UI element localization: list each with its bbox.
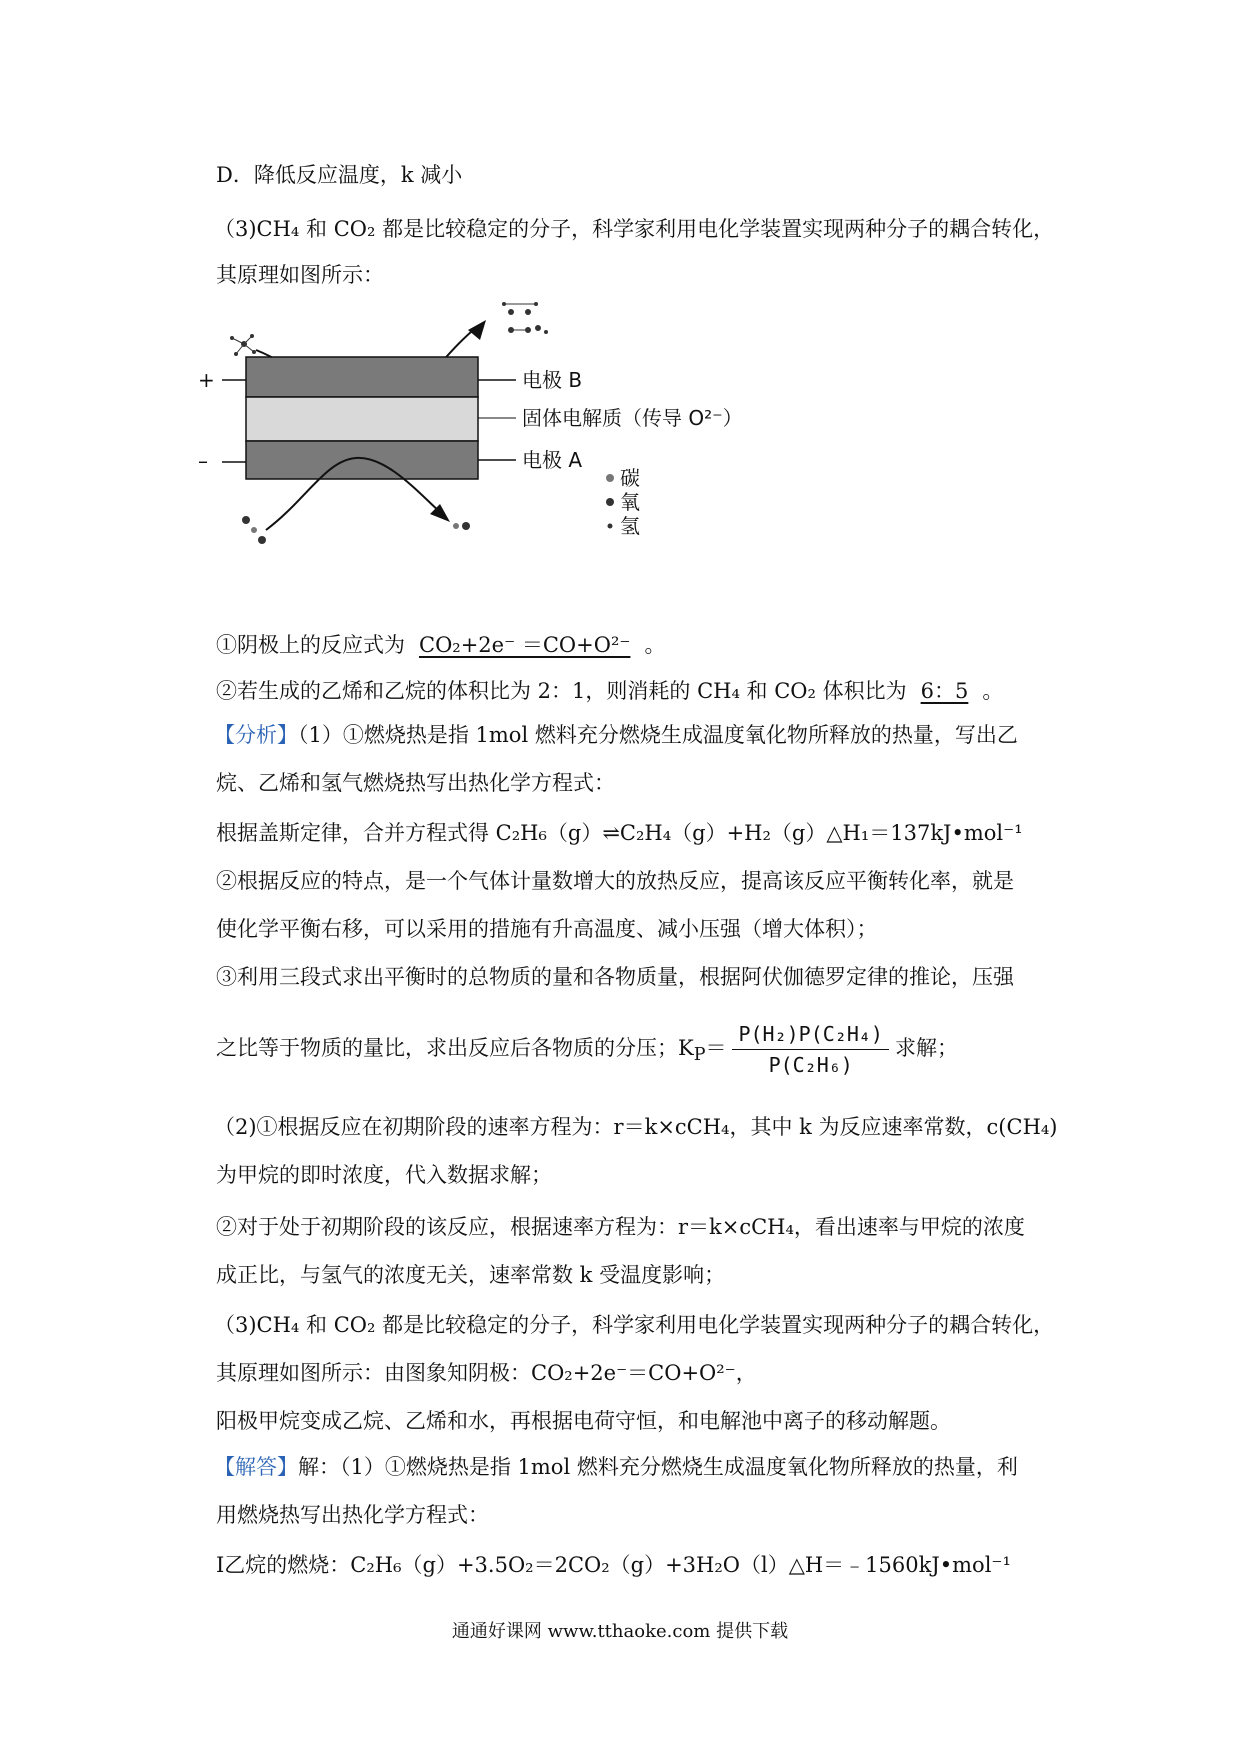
analysis-2-line-1: （2)①根据反应在初期阶段的速率方程为：r＝k×cCH₄，其中 k 为反应速率常数，c(CH₄) [214, 1115, 1058, 1139]
solution-line-2: 用燃烧热写出热化学方程式： [216, 1503, 489, 1527]
solution-line-3: Ⅰ乙烷的燃烧：C₂H₆（g）+3.5O₂＝2CO₂（g）+3H₂O（l）△H＝﹣1560kJ•mol⁻¹ [216, 1553, 1011, 1577]
question-3-line-1: （3)CH₄ 和 CO₂ 都是比较稳定的分子，科学家利用电化学装置实现两种分子的耦合转化， [214, 217, 1055, 241]
analysis-2-line-4: 成正比，与氢气的浓度无关，速率常数 k 受温度影响； [216, 1263, 726, 1287]
analysis-line-1 [214, 720, 1054, 750]
volume-ratio-line [216, 676, 1056, 706]
legend-carbon-label: 碳 [620, 466, 640, 490]
electrode-a-layer [246, 441, 478, 479]
legend-hydrogen-dot [608, 524, 613, 529]
kp-suffix: 求解； [894, 1036, 958, 1060]
cathode-reaction-line [216, 630, 1056, 660]
option-d: D．降低反应温度，k 减小 [216, 163, 463, 187]
methane-molecule-icon [230, 334, 256, 356]
analysis-3-line-3: 阳极甲烷变成乙烷、乙烯和水，再根据电荷守恒，和电解池中离子的移动解题。 [216, 1409, 951, 1433]
hess-law-line: 根据盖斯定律，合并方程式得 C₂H₆（g）⇌C₂H₄（g）+H₂（g）△H₁＝137kJ•mol⁻¹ [216, 821, 1023, 845]
electrode-b-label: 电极 B [522, 368, 583, 392]
electrode-a-label: 电极 A [522, 448, 583, 472]
legend-oxygen-label: 氧 [620, 490, 640, 514]
solution-text: 解：（1）①燃烧热是指 1mol 燃料充分燃烧生成温度氧化物所释放的热量，利 [298, 1455, 1018, 1479]
kp-numerator: P(H₂)P(C₂H₄) [732, 1021, 889, 1050]
analysis-line-2: 烷、乙烯和氢气燃烧热写出热化学方程式： [216, 771, 615, 795]
legend-carbon-dot [606, 474, 614, 482]
analysis-line-4: ②根据反应的特点，是一个气体计量数增大的放热反应，提高该反应平衡转化率，就是 [216, 869, 1014, 893]
volume-answer: 6：5 [920, 679, 969, 703]
analysis-line-6: ③利用三段式求出平衡时的总物质的量和各物质量，根据阿伏伽德罗定律的推论，压强 [216, 965, 1014, 989]
cathode-prompt: ①阴极上的反应式为 [216, 633, 405, 657]
kp-prompt: 之比等于物质的量比，求出反应后各物质的分压；K [216, 1036, 694, 1060]
kp-equals: ＝ [705, 1036, 727, 1060]
analysis-3-line-1: （3)CH₄ 和 CO₂ 都是比较稳定的分子，科学家利用电化学装置实现两种分子的耦合转化， [214, 1313, 1055, 1337]
page-footer: 通通好课网 www.tthaoke.com 提供下载 [451, 1621, 789, 1642]
volume-prompt: ②若生成的乙烯和乙烷的体积比为 2：1，则消耗的 CH₄ 和 CO₂ 体积比为 [216, 679, 907, 703]
co-molecule-icon [453, 522, 470, 530]
kp-denominator: P(C₂H₆) [768, 1053, 853, 1077]
legend-hydrogen-label: 氢 [620, 514, 640, 538]
analysis-line-5: 使化学平衡右移，可以采用的措施有升高温度、减小压强（增大体积）； [216, 917, 878, 941]
solution-tag: 【解答】 [214, 1455, 298, 1479]
cathode-suffix: 。 [644, 633, 666, 657]
analysis-2-line-3: ②对于处于初期阶段的该反应，根据速率方程为：r＝k×cCH₄，看出速率与甲烷的浓度 [216, 1215, 1025, 1239]
kp-fraction [732, 1021, 889, 1078]
question-3-line-2: 其原理如图所示： [216, 263, 384, 287]
volume-suffix: 。 [982, 679, 1004, 703]
electrolyte-label: 固体电解质（传导 O²⁻） [522, 406, 743, 430]
minus-sign: – [198, 449, 208, 473]
cathode-answer: CO₂+2e⁻ ＝CO+O²⁻ [419, 633, 631, 657]
legend-oxygen-dot [606, 498, 614, 506]
electrolyte-layer [246, 397, 478, 441]
solution-line-1 [214, 1452, 1054, 1482]
kp-subscript: P [693, 1045, 706, 1066]
electrolysis-diagram [198, 330, 836, 610]
anode-arrowhead [468, 320, 486, 340]
plus-sign: + [198, 368, 215, 392]
product-molecules-icon [502, 302, 548, 334]
analysis-text: （1）①燃烧热是指 1mol 燃料充分燃烧生成温度氧化物所释放的热量，写出乙 [298, 723, 1018, 747]
analysis-2-line-2: 为甲烷的即时浓度，代入数据求解； [216, 1163, 552, 1187]
kp-formula-line [216, 1018, 1056, 1082]
analysis-tag: 【分析】 [214, 723, 298, 747]
co2-molecule-icon [242, 516, 266, 544]
electrode-b-layer [246, 357, 478, 397]
analysis-3-line-2: 其原理如图所示：由图象知阴极：CO₂+2e⁻＝CO+O²⁻， [216, 1361, 757, 1385]
